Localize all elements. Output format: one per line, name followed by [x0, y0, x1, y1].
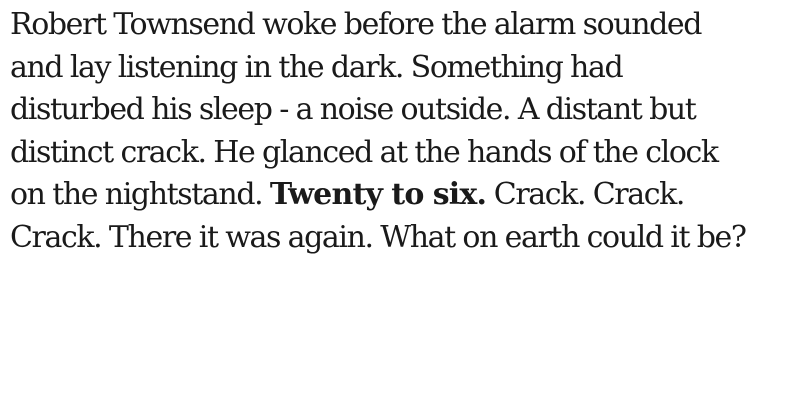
story-line-6: Crack. There it was again. What on earth could it be?	[10, 219, 746, 255]
story-line-4: distinct crack. He glanced at the hands of the clock	[10, 134, 718, 170]
story-line-1: Robert Townsend woke before the alarm sounded	[10, 7, 702, 42]
story-line-2: and lay listening in the dark. Something had	[10, 49, 623, 85]
bold-time-phrase: Twenty to six.	[269, 177, 487, 212]
story-line-3: disturbed his sleep - a noise outside. A distant but	[10, 92, 696, 127]
story-paragraph	[10, 4, 790, 259]
story-line-5	[10, 174, 790, 217]
story-line-5-after: Crack. Crack.	[486, 177, 685, 212]
story-line-5-before: on the nightstand.	[10, 177, 270, 212]
